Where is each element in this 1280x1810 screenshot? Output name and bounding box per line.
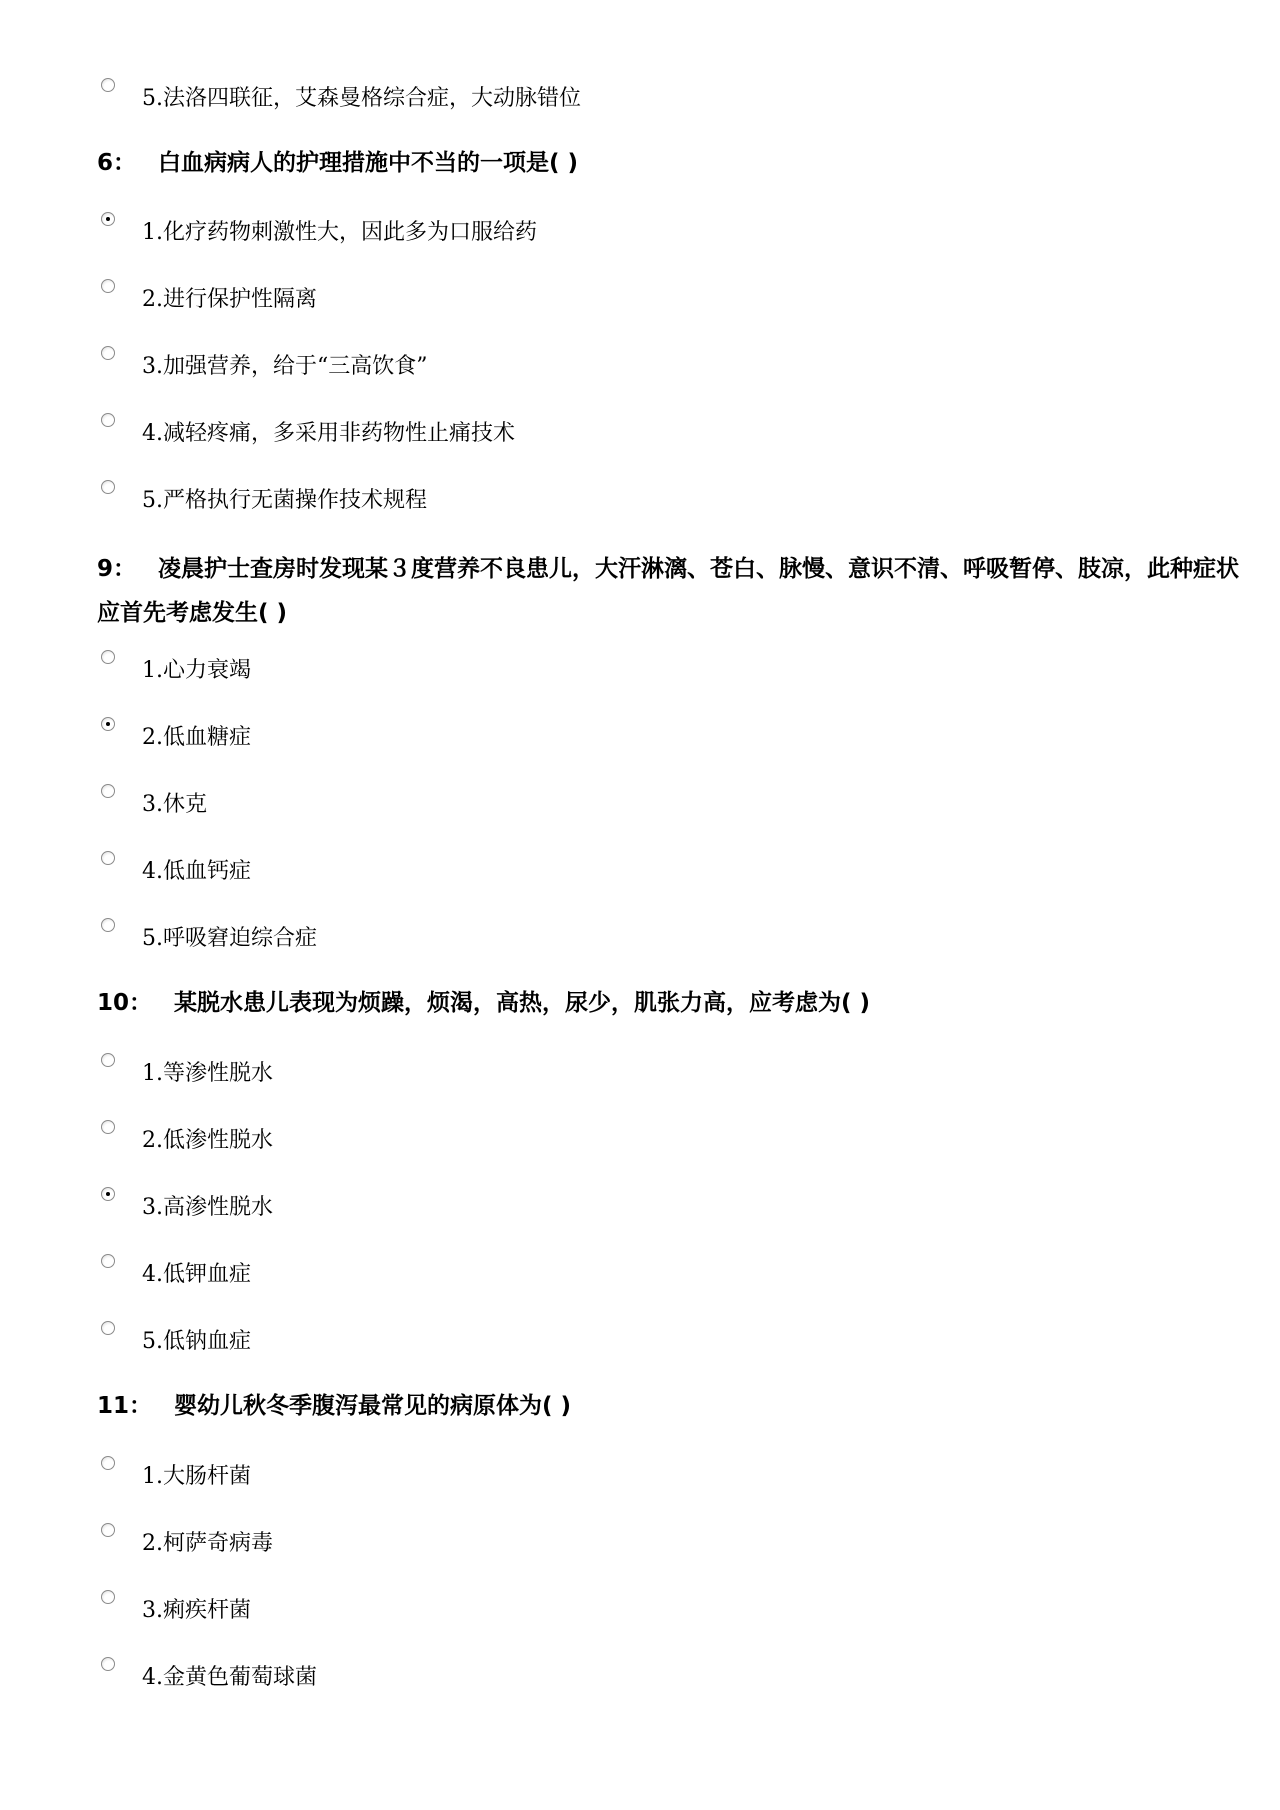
option-q9-1[interactable]	[101, 650, 251, 683]
radio-icon[interactable]	[101, 784, 115, 798]
option-label: 2.进行保护性隔离	[142, 287, 317, 312]
radio-icon[interactable]	[101, 1590, 115, 1604]
option-label: 5.法洛四联征，艾森曼格综合症，大动脉错位	[142, 86, 581, 111]
option-q9-3[interactable]	[101, 784, 207, 817]
option-label: 1.心力衰竭	[142, 658, 251, 683]
option-q9-4[interactable]	[101, 851, 251, 884]
option-label: 4.金黄色葡萄球菌	[142, 1665, 317, 1690]
option-q11-1[interactable]	[101, 1456, 251, 1489]
option-label: 4.低血钙症	[142, 859, 251, 884]
option-q9-2[interactable]	[101, 717, 251, 750]
radio-icon[interactable]	[101, 1321, 115, 1335]
option-q10-1[interactable]	[101, 1053, 273, 1086]
radio-icon[interactable]	[101, 1120, 115, 1134]
option-label: 4.低钾血症	[142, 1262, 251, 1287]
option-label: 2.柯萨奇病毒	[142, 1531, 273, 1556]
option-label: 5.严格执行无菌操作技术规程	[142, 488, 427, 513]
radio-icon[interactable]	[101, 413, 115, 427]
question-10-title	[97, 981, 870, 1025]
radio-icon[interactable]	[101, 212, 115, 226]
question-9-title	[97, 547, 1252, 635]
question-6-title	[97, 141, 578, 185]
radio-icon[interactable]	[101, 480, 115, 494]
option-q6-5[interactable]	[101, 480, 427, 513]
radio-icon[interactable]	[101, 918, 115, 932]
option-q6-4[interactable]	[101, 413, 515, 446]
option-q11-3[interactable]	[101, 1590, 251, 1623]
radio-icon[interactable]	[101, 650, 115, 664]
option-label: 2.低血糖症	[142, 725, 251, 750]
question-text: 凌晨护士查房时发现某３度营养不良患儿，大汗淋漓、苍白、脉慢、意识不清、呼吸暂停、肢凉，此种症状应首先考虑发生( )	[97, 556, 1240, 626]
option-label: 1.大肠杆菌	[142, 1464, 251, 1489]
option-q9-5[interactable]	[101, 918, 317, 951]
radio-icon[interactable]	[101, 1254, 115, 1268]
option-label: 4.减轻疼痛，多采用非药物性止痛技术	[142, 421, 515, 446]
radio-icon[interactable]	[101, 717, 115, 731]
option-q6-3[interactable]	[101, 346, 428, 379]
option-label: 5.呼吸窘迫综合症	[142, 926, 317, 951]
option-q10-2[interactable]	[101, 1120, 273, 1153]
option-q10-5[interactable]	[101, 1321, 251, 1354]
question-text: 婴幼儿秋冬季腹泻最常见的病原体为( )	[174, 1393, 572, 1419]
option-q11-2[interactable]	[101, 1523, 273, 1556]
question-text: 白血病病人的护理措施中不当的一项是( )	[158, 150, 579, 176]
radio-icon[interactable]	[101, 279, 115, 293]
radio-icon[interactable]	[101, 851, 115, 865]
option-label: 1.化疗药物刺激性大，因此多为口服给药	[142, 220, 537, 245]
option-label: 3.高渗性脱水	[142, 1195, 273, 1220]
question-11-title	[97, 1384, 571, 1428]
option-label: 3.加强营养，给于“三高饮食”	[142, 354, 428, 379]
radio-icon[interactable]	[101, 346, 115, 360]
radio-icon[interactable]	[101, 1456, 115, 1470]
question-number: 10：	[97, 990, 153, 1016]
radio-icon[interactable]	[101, 1523, 115, 1537]
radio-icon[interactable]	[101, 1053, 115, 1067]
option-q10-4[interactable]	[101, 1254, 251, 1287]
radio-icon[interactable]	[101, 78, 115, 92]
question-number: 11：	[97, 1393, 153, 1419]
question-number: 6：	[97, 150, 137, 176]
option-q6-1[interactable]	[101, 212, 537, 245]
option-q6-2[interactable]	[101, 279, 317, 312]
option-label: 5.低钠血症	[142, 1329, 251, 1354]
radio-icon[interactable]	[101, 1657, 115, 1671]
option-label: 3.痢疾杆菌	[142, 1598, 251, 1623]
option-label: 3.休克	[142, 792, 207, 817]
radio-icon[interactable]	[101, 1187, 115, 1201]
question-number: 9：	[97, 556, 137, 582]
option-label: 2.低渗性脱水	[142, 1128, 273, 1153]
question-text: 某脱水患儿表现为烦躁，烦渴，高热，尿少，肌张力高，应考虑为( )	[174, 990, 871, 1016]
option-q5-5[interactable]	[101, 78, 581, 111]
option-q10-3[interactable]	[101, 1187, 273, 1220]
option-q11-4[interactable]	[101, 1657, 317, 1690]
option-label: 1.等渗性脱水	[142, 1061, 273, 1086]
